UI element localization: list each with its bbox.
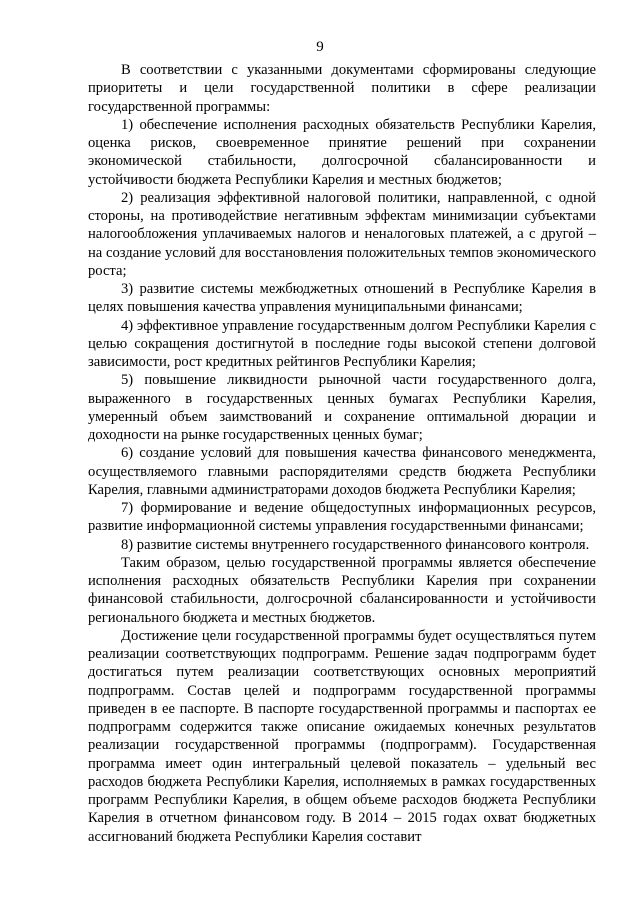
paragraph-priority-1: 1) обеспечение исполнения расходных обязательств Республики Карелия, оценка рисков, своевременное принятие решений при сохранении экономической стабильности, долгосрочной сбалансированности и устойчивости бюджета Республики Карелия и местных бюджетов; (88, 116, 596, 188)
paragraph-priority-8: 8) развитие системы внутреннего государственного финансового контроля. (121, 536, 590, 553)
paragraph-intro: В соответствии с указанными документами сформированы следующие приоритеты и цели государственной политики в сфере реализации государственной программы: (88, 62, 596, 115)
paragraph-program-goal: Таким образом, целью государственной программы является обеспечение исполнения расходных обязательств Республики Карелия при сохранении финансовой стабильности, долгосрочной сбалансированности и устойчивости регионального бюджета и местных бюджетов. (88, 554, 596, 626)
paragraph-priority-7: 7) формирование и ведение общедоступных информационных ресурсов, развитие информационной системы управления государственными финансами; (88, 500, 596, 535)
paragraph-priority-6: 6) создание условий для повышения качества финансового менеджмента, осуществляемого главными распорядителями средств бюджета Республики Карелия, главными администраторами доходов бюджета Республики Карелия; (88, 445, 596, 498)
paragraph-priority-4: 4) эффективное управление государственным долгом Республики Карелия с целью сокращения достигнутой в последние годы высокой степени долговой зависимости, рост кредитных рейтингов Республики Карелия; (88, 317, 596, 370)
paragraph-goal-achievement: Достижение цели государственной программы будет осуществляться путем реализации соответствующих подпрограмм. Решение задач подпрограмм будет достигаться путем реализации соответствующих основных мероприятий подпрограмм. Состав целей и подпрограмм государственной программы приведен в ее паспорте. В паспорте государственной программы и паспортах ее подпрограмм содержится также описание ожидаемых конечных результатов реализации государственной программы (подпрограмм). Государственная программа имеет один интегральный целевой показатель – удельный вес расходов бюджета Республики Карелия, исполняемых в рамках государственных программ Республики Карелия, в общем объеме расходов бюджета Республики Карелия в отчетном финансовом году. В 2014 – 2015 годах охват бюджетных ассигнований бюджета Республики Карелия составит (88, 627, 596, 845)
paragraph-priority-2: 2) реализация эффективной налоговой политики, направленной, с одной стороны, на противодействие негативным эффектам минимизации субъектами налогообложения уплачиваемых налогов и неналоговых платежей, а с другой – на создание условий для восстановления положительных темпов экономического роста; (88, 189, 596, 279)
paragraph-priority-3: 3) развитие системы межбюджетных отношений в Республике Карелия в целях повышения качества управления муниципальными финансами; (88, 281, 596, 316)
paragraph-priority-5: 5) повышение ликвидности рыночной части государственного долга, выраженного в государственных ценных бумагах Республики Карелия, умеренный объем заимствований и сохранение оптимальной дюрации и доходности на рынке государственных ценных бумаг; (88, 372, 596, 443)
body-text (88, 61, 596, 846)
page-number: 9 (316, 39, 324, 55)
